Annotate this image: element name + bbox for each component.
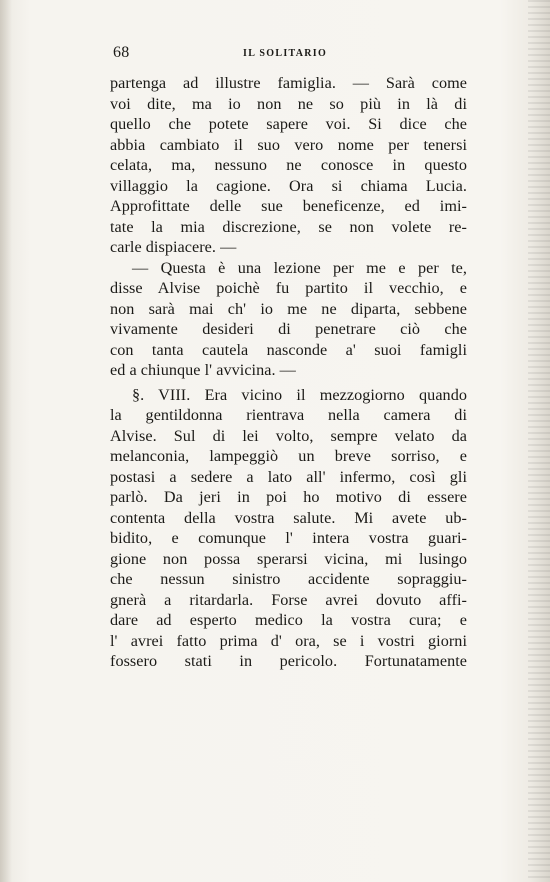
text-line: che nessun sinistro accidente sopraggiu- <box>110 570 467 588</box>
main-text <box>110 73 467 672</box>
text-line: celata, ma, nessuno ne conosce in questo <box>110 156 467 174</box>
text-line: vivamente desideri di penetrare ciò che <box>110 320 467 338</box>
text-line: Alvise. Sul di lei volto, sempre velato da <box>110 426 467 445</box>
text-line: disse Alvise poichè fu partito il vecchio, e <box>110 279 467 297</box>
text-line: la gentildonna rientrava nella camera di <box>110 406 467 424</box>
page-number: 68 <box>113 44 130 61</box>
text-line: l' avrei fatto prima d' ora, se i vostri giorni <box>110 631 467 650</box>
text-line: contenta della vostra salute. Mi avete ub- <box>110 508 467 527</box>
text-line: abbia cambiato il suo vero nome per tenersi <box>110 135 467 154</box>
text-line: — Questa è una lezione per me e per te, <box>132 258 467 277</box>
text-line: postasi a sedere a lato all' infermo, così gli <box>110 467 467 486</box>
text-line: con tanta cautela nasconde a' suoi famigli <box>110 340 467 359</box>
text-line: parlò. Da jeri in poi ho motivo di essere <box>110 488 467 506</box>
text-line: fossero stati in pericolo. Fortunatamente <box>110 652 467 670</box>
text-line: Approfittate delle sue beneficenze, ed imi- <box>110 197 467 215</box>
text-line: §. VIII. Era vicino il mezzogiorno quando <box>132 385 467 404</box>
page-header <box>113 44 463 66</box>
text-line: ed a chiunque l' avvicina. — <box>110 361 296 379</box>
text-line: partenga ad illustre famiglia. — Sarà come <box>110 74 467 92</box>
text-line: quello che potete sapere voi. Si dice che <box>110 115 467 133</box>
text-line: melanconia, lampeggiò un breve sorriso, e <box>110 447 467 465</box>
text-line: villaggio la cagione. Ora si chiama Lucia. <box>110 176 467 195</box>
page-gutter-shadow <box>0 0 12 882</box>
text-line: gione non possa sperarsi vicina, mi lusingo <box>110 549 467 568</box>
page-edge-shadow <box>528 0 550 882</box>
text-line: gnerà a ritardarla. Forse avrei dovuto affi- <box>110 590 467 609</box>
text-line: voi dite, ma io non ne so più in là di <box>110 94 467 113</box>
text-line: carle dispiacere. — <box>110 238 237 256</box>
text-line: tate la mia discrezione, se non volete re- <box>110 217 467 236</box>
text-line: dare ad esperto medico la vostra cura; e <box>110 611 467 629</box>
text-line: non sarà mai ch' io me ne diparta, sebbene <box>110 299 467 318</box>
text-line: bidito, e comunque l' intera vostra guari- <box>110 529 467 547</box>
running-title: IL SOLITARIO <box>243 48 328 59</box>
